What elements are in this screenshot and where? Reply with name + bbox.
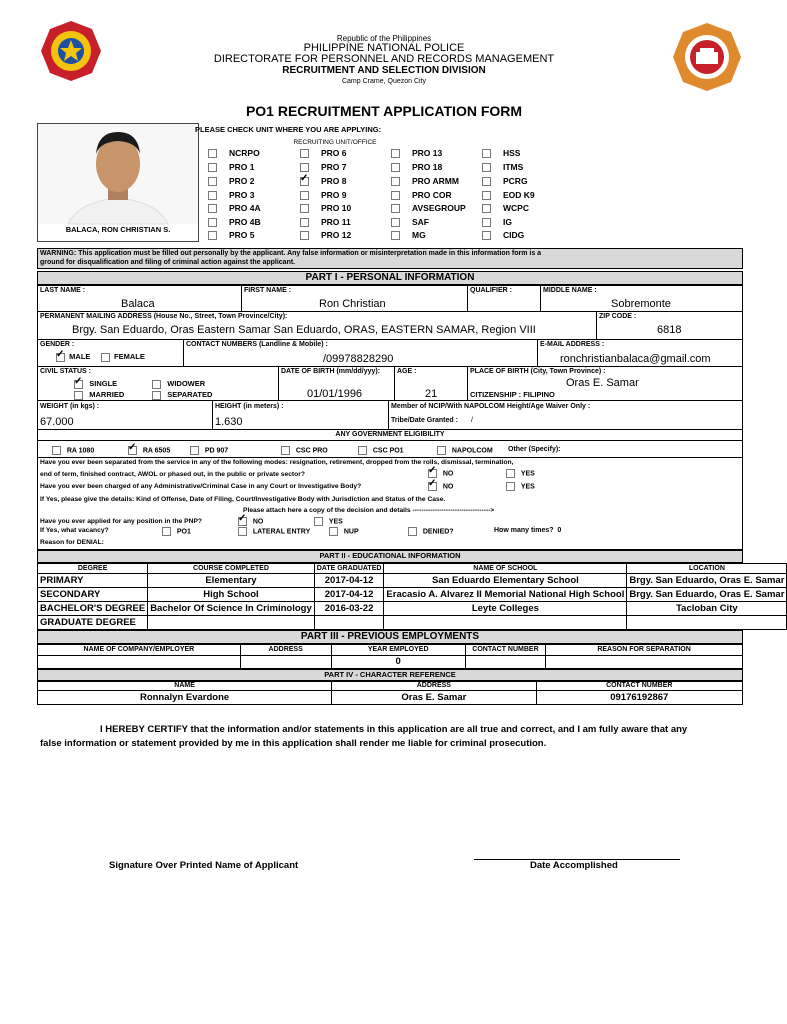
vacancy-label: If Yes, what vacancy? <box>40 527 109 534</box>
employment-header-cell: CONTACT NUMBER <box>465 645 545 656</box>
reference-cell[interactable]: Ronnalyn Evardone <box>38 691 332 705</box>
unit-label: WCPC <box>503 203 529 213</box>
employment-cell[interactable] <box>240 656 331 669</box>
lateral-label: LATERAL ENTRY <box>252 528 311 536</box>
civil-status-label: CIVIL STATUS : <box>40 368 91 375</box>
reference-header-row <box>38 682 743 691</box>
warning-box <box>37 248 743 269</box>
unit-checkbox[interactable] <box>482 204 491 213</box>
unit-checkbox[interactable] <box>300 218 309 227</box>
eligibility-label: NAPOLCOM <box>451 447 493 455</box>
unit-label: AVSEGROUP <box>412 203 466 213</box>
married-checkbox[interactable] <box>74 391 83 400</box>
form-title: PO1 RECRUITMENT APPLICATION FORM <box>245 103 523 119</box>
unit-option-2-2[interactable] <box>391 176 459 186</box>
warning-line-1: WARNING: This application must be filled out personally by the applicant. Any false information or misinterpretation made in this information form is a <box>40 250 542 257</box>
weight-field[interactable] <box>37 400 213 430</box>
unit-option-0-3[interactable] <box>208 190 255 200</box>
unit-label: PRO 18 <box>412 162 443 172</box>
reference-header-cell: NAME <box>38 682 332 691</box>
zip-field[interactable] <box>596 311 743 340</box>
applicant-photo <box>37 123 199 242</box>
eligibility-option[interactable] <box>128 446 170 455</box>
unit-option-3-2[interactable] <box>482 176 528 186</box>
civil-row-1b <box>152 379 205 389</box>
widower-checkbox[interactable] <box>152 380 161 389</box>
unit-label: IG <box>503 217 512 227</box>
education-row <box>38 616 787 630</box>
eligibility-checkbox[interactable] <box>52 446 61 455</box>
applied-yes-label: YES <box>328 518 343 526</box>
part1-title: PART I - PERSONAL INFORMATION <box>37 271 743 285</box>
education-header-cell: NAME OF SCHOOL <box>384 564 627 574</box>
unit-option-0-0[interactable] <box>208 148 260 158</box>
reference-table <box>37 681 743 705</box>
email-field[interactable] <box>537 339 743 367</box>
charged-no-label: NO <box>442 483 454 491</box>
unit-label: PRO 8 <box>321 176 347 186</box>
last-name-value: Balaca <box>121 298 155 310</box>
education-header-cell: COURSE COMPLETED <box>148 564 315 574</box>
certify-line-2: false information or statement provided by me in this application shall render me liable for criminal prosecution. <box>40 738 547 749</box>
middle-name-value: Sobremonte <box>611 298 671 310</box>
times-label: How many times? <box>494 527 554 534</box>
employment-row <box>38 656 743 669</box>
unit-label: PRO 4A <box>229 203 261 213</box>
dob-value: 01/01/1996 <box>307 388 363 400</box>
employment-header-cell: ADDRESS <box>240 645 331 656</box>
zip-label: ZIP CODE : <box>599 313 637 320</box>
single-checkbox[interactable] <box>74 380 83 389</box>
weight-value: 67.000 <box>40 416 74 428</box>
unit-checkbox[interactable] <box>391 218 400 227</box>
qualifier-label: QUALIFIER : <box>470 287 512 294</box>
education-table <box>37 563 787 630</box>
citizenship-label: CITIZENSHIP : FILIPINO <box>470 390 555 399</box>
education-cell[interactable]: Bachelor Of Science In Criminology <box>148 602 315 616</box>
education-cell[interactable]: Tacloban City <box>627 602 787 616</box>
unit-checkbox[interactable] <box>391 163 400 172</box>
separated-label: SEPARATED <box>167 390 213 399</box>
unit-label: PRO 3 <box>229 190 255 200</box>
age-value: 21 <box>425 388 438 400</box>
denied-checkbox[interactable] <box>408 527 417 536</box>
unit-checkbox[interactable] <box>391 231 400 240</box>
civil-status-field <box>37 366 279 401</box>
reference-cell[interactable]: Oras E. Samar <box>332 691 536 705</box>
reference-header-cell: CONTACT NUMBER <box>536 682 742 691</box>
eligibility-option <box>508 446 561 453</box>
header-directorate: DIRECTORATE FOR PERSONNEL AND RECORDS MANAGEMENT <box>213 53 555 65</box>
employment-header-cell: REASON FOR SEPARATION <box>546 645 743 656</box>
education-cell[interactable]: Brgy. San Eduardo, Oras E. Samar <box>627 588 787 602</box>
employment-header-cell: NAME OF COMPANY/EMPLOYER <box>38 645 241 656</box>
part3-title: PART III - PREVIOUS EMPLOYMENTS <box>37 630 743 644</box>
education-row <box>38 588 787 602</box>
education-cell[interactable] <box>314 616 384 630</box>
last-name-label: LAST NAME : <box>40 287 86 294</box>
address-field[interactable] <box>37 311 597 340</box>
eligibility-checkbox[interactable] <box>128 446 137 455</box>
separated-no-checkbox[interactable] <box>428 469 437 478</box>
unit-label: SAF <box>412 217 429 227</box>
eligibility-label: RA 6505 <box>142 447 171 455</box>
po1-checkbox[interactable] <box>162 527 171 536</box>
middle-name-label: MIDDLE NAME : <box>543 287 597 294</box>
q-separated-line-2: end of term, finished contract, AWOL or phased out, in the public or private sector? <box>40 471 305 478</box>
unit-checkbox[interactable] <box>391 177 400 186</box>
charged-no-checkbox[interactable] <box>428 482 437 491</box>
charged-yes-label: YES <box>520 483 535 491</box>
unit-label: PRO 4B <box>229 217 261 227</box>
unit-checkbox[interactable] <box>208 231 217 240</box>
dob-field[interactable] <box>278 366 395 401</box>
ncip-label: Member of NCIP/With NAPOLCOM Height/Age Waiver Only : <box>391 403 591 410</box>
applied-no-checkbox[interactable] <box>238 517 247 526</box>
eligibility-title: ANY GOVERNMENT ELIGIBILITY <box>335 431 445 438</box>
unit-option-1-2[interactable] <box>300 176 347 186</box>
education-cell[interactable]: Eracasio A. Alvarez II Memorial National High School <box>384 588 627 602</box>
unit-option-3-4[interactable] <box>482 203 529 213</box>
unit-checkbox[interactable] <box>482 149 491 158</box>
height-label: HEIGHT (in meters) : <box>215 403 284 410</box>
q-charged: Have you ever been charged of any Administrative/Criminal Case in any Court or Investigative Body? <box>40 483 362 490</box>
unit-checkbox[interactable] <box>208 204 217 213</box>
education-cell[interactable]: GRADUATE DEGREE <box>38 616 148 630</box>
separated-yes-label: YES <box>520 470 535 478</box>
unit-label: PRO 12 <box>321 230 352 240</box>
details-line: If Yes, please give the details: Kind of Offense, Date of Filing, Court/Investigative Body with Jurisdiction and Status of the Case. <box>40 496 446 503</box>
unit-label: PRO 6 <box>321 148 347 158</box>
q-applied-yes <box>314 517 343 526</box>
single-label: SINGLE <box>89 379 118 388</box>
unit-checkbox[interactable] <box>208 177 217 186</box>
male-checkbox[interactable] <box>56 353 65 362</box>
address-label: PERMANENT MAILING ADDRESS (House No., Street, Town Province/City): <box>40 313 288 320</box>
education-cell[interactable]: High School <box>148 588 315 602</box>
unit-label: PCRG <box>503 176 528 186</box>
civil-row-2 <box>74 390 124 400</box>
contact-field[interactable] <box>183 339 538 367</box>
education-header-row <box>38 564 787 574</box>
female-label: FEMALE <box>114 352 145 361</box>
unit-option-0-1[interactable] <box>208 162 255 172</box>
eligibility-label: CSC PRO <box>295 447 328 455</box>
tribe-value: / <box>471 417 473 424</box>
eligibility-option[interactable] <box>190 446 228 455</box>
eligibility-label: RA 1080 <box>66 447 95 455</box>
education-header-cell: DATE GRADUATED <box>314 564 384 574</box>
employment-table <box>37 644 743 669</box>
unit-option-0-4[interactable] <box>208 203 261 213</box>
unit-label: EOD K9 <box>503 190 535 200</box>
unit-option-2-3[interactable] <box>391 190 452 200</box>
first-name-value: Ron Christian <box>319 298 386 310</box>
vacancy-lateral <box>238 527 310 536</box>
unit-checkbox[interactable] <box>300 149 309 158</box>
qualifier-field[interactable] <box>467 285 541 312</box>
unit-checkbox[interactable] <box>482 177 491 186</box>
unit-checkbox[interactable] <box>300 231 309 240</box>
dob-label: DATE OF BIRTH (mm/dd/yyy): <box>281 368 381 375</box>
separated-yes-checkbox[interactable] <box>506 469 515 478</box>
weight-label: WEIGHT (in kgs) : <box>40 403 100 410</box>
unit-label: NCRPO <box>229 148 260 158</box>
male-label: MALE <box>69 352 91 361</box>
unit-label: CIDG <box>503 230 525 240</box>
contact-label: CONTACT NUMBERS (Landline & Mobile) : <box>186 341 328 348</box>
gender-label: GENDER : <box>40 341 75 348</box>
charged-yes-checkbox[interactable] <box>506 482 515 491</box>
vacancy-po1 <box>162 527 191 536</box>
zip-value: 6818 <box>657 324 682 336</box>
education-cell[interactable]: 2016-03-22 <box>314 602 384 616</box>
header-location: Camp Crame, Quezon City <box>341 78 427 85</box>
education-cell[interactable]: 2017-04-12 <box>314 588 384 602</box>
separated-no-label: NO <box>442 470 454 478</box>
unit-label: MG <box>412 230 426 240</box>
education-cell[interactable] <box>384 616 627 630</box>
unit-label: HSS <box>503 148 521 158</box>
unit-checkbox[interactable] <box>482 218 491 227</box>
unit-option-2-1[interactable] <box>391 162 442 172</box>
signature-label: Signature Over Printed Name of Applicant <box>109 860 299 871</box>
header-republic: Republic of the Philippines <box>336 34 432 43</box>
eligibility-option[interactable] <box>437 446 493 455</box>
civil-row-2b <box>152 390 212 400</box>
age-label: AGE : <box>397 368 417 375</box>
education-cell[interactable]: Leyte Colleges <box>384 602 627 616</box>
pob-value: Oras E. Samar <box>566 377 639 389</box>
unit-label: PRO 9 <box>321 190 347 200</box>
q-separated-no <box>428 469 453 478</box>
ncip-field[interactable] <box>388 400 743 430</box>
nup-label: NUP <box>343 528 359 536</box>
eligibility-option[interactable] <box>358 446 404 455</box>
unit-subheader: RECRUITING UNIT/OFFICE <box>293 139 377 146</box>
eligibility-checkbox[interactable] <box>281 446 290 455</box>
nup-checkbox[interactable] <box>329 527 338 536</box>
unit-instruction: PLEASE CHECK UNIT WHERE YOU ARE APPLYING: <box>195 125 382 134</box>
unit-checkbox[interactable] <box>482 191 491 200</box>
photo-caption: BALACA, RON CHRISTIAN S. <box>65 225 171 234</box>
unit-option-1-4[interactable] <box>300 203 351 213</box>
unit-label: PRO 2 <box>229 176 255 186</box>
education-cell[interactable]: SECONDARY <box>38 588 148 602</box>
unit-label: PRO 7 <box>321 162 347 172</box>
unit-option-2-0[interactable] <box>391 148 442 158</box>
eligibility-label: CSC PO1 <box>372 447 404 455</box>
part2-title: PART II - EDUCATIONAL INFORMATION <box>37 550 743 563</box>
date-label: Date Accomplished <box>530 860 618 871</box>
email-value: ronchristianbalaca@gmail.com <box>560 353 711 365</box>
unit-label: PRO 1 <box>229 162 255 172</box>
unit-option-1-1[interactable] <box>300 162 347 172</box>
unit-option-3-3[interactable] <box>482 190 535 200</box>
education-row <box>38 574 787 588</box>
unit-checkbox[interactable] <box>391 204 400 213</box>
vacancy-nup <box>329 527 359 536</box>
unit-option-3-6[interactable] <box>482 230 524 240</box>
eligibility-option[interactable] <box>52 446 94 455</box>
unit-option-1-5[interactable] <box>300 217 351 227</box>
age-field[interactable] <box>394 366 468 401</box>
reference-cell[interactable]: 09176192867 <box>536 691 742 705</box>
first-name-field[interactable] <box>241 285 468 312</box>
employment-cell[interactable] <box>38 656 241 669</box>
education-cell[interactable]: BACHELOR'S DEGREE <box>38 602 148 616</box>
unit-checkbox[interactable] <box>208 191 217 200</box>
warning-line-2: ground for disqualification and filing of criminal action against the applicant. <box>40 259 296 266</box>
employment-cell[interactable]: 0 <box>331 656 465 669</box>
middle-name-field[interactable] <box>540 285 743 312</box>
height-value: 1.630 <box>215 416 243 428</box>
unit-option-3-0[interactable] <box>482 148 520 158</box>
gender-options <box>56 352 145 362</box>
eligibility-label: Other (Specify): <box>508 446 561 453</box>
widower-label: WIDOWER <box>167 379 206 388</box>
unit-checkbox[interactable] <box>208 163 217 172</box>
denial-label: Reason for DENIAL: <box>40 539 104 546</box>
employment-header-row <box>38 645 743 656</box>
first-name-label: FIRST NAME : <box>244 287 292 294</box>
height-field[interactable] <box>212 400 389 430</box>
unit-option-1-3[interactable] <box>300 190 347 200</box>
education-cell[interactable] <box>148 616 315 630</box>
unit-checkbox[interactable] <box>208 218 217 227</box>
eligibility-checkbox[interactable] <box>358 446 367 455</box>
last-name-field[interactable] <box>37 285 242 312</box>
unit-option-2-6[interactable] <box>391 230 426 240</box>
eligibility-checkbox[interactable] <box>190 446 199 455</box>
education-cell[interactable]: Brgy. San Eduardo, Oras E. Samar <box>627 574 787 588</box>
q-separated-yes <box>506 469 535 478</box>
education-cell[interactable]: Elementary <box>148 574 315 588</box>
unit-option-3-5[interactable] <box>482 217 512 227</box>
unit-label: PRO 5 <box>229 230 255 240</box>
part4-title: PART IV - CHARACTER REFERENCE <box>37 669 743 681</box>
unit-label: PRO ARMM <box>412 176 459 186</box>
education-header-cell: DEGREE <box>38 564 148 574</box>
unit-label: PRO 10 <box>321 203 352 213</box>
unit-checkbox[interactable] <box>300 191 309 200</box>
unit-option-0-6[interactable] <box>208 230 255 240</box>
vacancy-denied <box>408 527 454 536</box>
lateral-checkbox[interactable] <box>238 527 247 536</box>
q-applied: Have you ever applied for any position in the PNP? <box>40 518 203 525</box>
unit-checkbox[interactable] <box>391 191 400 200</box>
eligibility-option[interactable] <box>281 446 328 455</box>
education-cell[interactable] <box>627 616 787 630</box>
address-value: Brgy. San Eduardo, Oras Eastern Samar San Eduardo, ORAS, EASTERN SAMAR, Region VIII <box>72 324 536 336</box>
q-charged-no <box>428 482 453 491</box>
education-header-cell: LOCATION <box>627 564 787 574</box>
eligibility-checkbox[interactable] <box>437 446 446 455</box>
unit-label: ITMS <box>503 162 524 172</box>
civil-row-1 <box>74 379 117 389</box>
unit-checkbox[interactable] <box>391 149 400 158</box>
unit-checkbox[interactable] <box>300 177 309 186</box>
unit-option-2-5[interactable] <box>391 217 429 227</box>
applied-no-label: NO <box>252 518 264 526</box>
unit-checkbox[interactable] <box>300 163 309 172</box>
employment-cell[interactable] <box>546 656 743 669</box>
times-value: 0 <box>557 527 562 534</box>
q-charged-yes <box>506 482 535 491</box>
unit-option-1-0[interactable] <box>300 148 347 158</box>
certify-line-1: I HEREBY CERTIFY that the information and/or statements in this application are all true and correct, and I am fully aware that any <box>100 724 688 735</box>
reference-header-cell: ADDRESS <box>332 682 536 691</box>
unit-option-1-6[interactable] <box>300 230 351 240</box>
unit-checkbox[interactable] <box>482 163 491 172</box>
gender-field <box>37 339 184 367</box>
employment-cell[interactable] <box>465 656 545 669</box>
reference-row <box>38 691 743 705</box>
header-agency: PHILIPPINE NATIONAL POLICE <box>303 42 465 54</box>
po1-label: PO1 <box>176 528 191 536</box>
eligibility-label: PD 907 <box>204 447 229 455</box>
q-applied-no <box>238 517 263 526</box>
unit-checkbox[interactable] <box>482 231 491 240</box>
unit-label: PRO 11 <box>321 217 351 227</box>
unit-option-0-2[interactable] <box>208 176 255 186</box>
education-row <box>38 602 787 616</box>
unit-checkbox[interactable] <box>208 149 217 158</box>
education-cell[interactable]: PRIMARY <box>38 574 148 588</box>
unit-option-3-1[interactable] <box>482 162 523 172</box>
applied-yes-checkbox[interactable] <box>314 517 323 526</box>
education-cell[interactable]: San Eduardo Elementary School <box>384 574 627 588</box>
attach-line: Please attach here a copy of the decision and details -----------------------------------> <box>243 507 495 514</box>
q-separated-line-1: Have you ever been separated from the service in any of the following modes: resignation, retirement, dropped from the rolls, dismissal, termination, <box>40 459 514 466</box>
denied-label: DENIED? <box>422 528 454 536</box>
pob-label: PLACE OF BIRTH (City, Town Province) : <box>470 368 606 375</box>
email-label: E-MAIL ADDRESS : <box>540 341 605 348</box>
tribe-label: Tribe/Date Granted : <box>391 417 458 424</box>
separated-checkbox[interactable] <box>152 391 161 400</box>
employment-header-cell: YEAR EMPLOYED <box>331 645 465 656</box>
married-label: MARRIED <box>89 390 125 399</box>
times-field <box>494 527 561 534</box>
female-checkbox[interactable] <box>101 353 110 362</box>
unit-option-0-5[interactable] <box>208 217 261 227</box>
header-division: RECRUITMENT AND SELECTION DIVISION <box>282 65 486 76</box>
contact-value: /09978828290 <box>323 353 394 365</box>
unit-checkbox[interactable] <box>300 204 309 213</box>
unit-label: PRO COR <box>412 190 452 200</box>
pob-field[interactable] <box>467 366 743 401</box>
unit-label: PRO 13 <box>412 148 443 158</box>
education-cell[interactable]: 2017-04-12 <box>314 574 384 588</box>
unit-option-2-4[interactable] <box>391 203 466 213</box>
